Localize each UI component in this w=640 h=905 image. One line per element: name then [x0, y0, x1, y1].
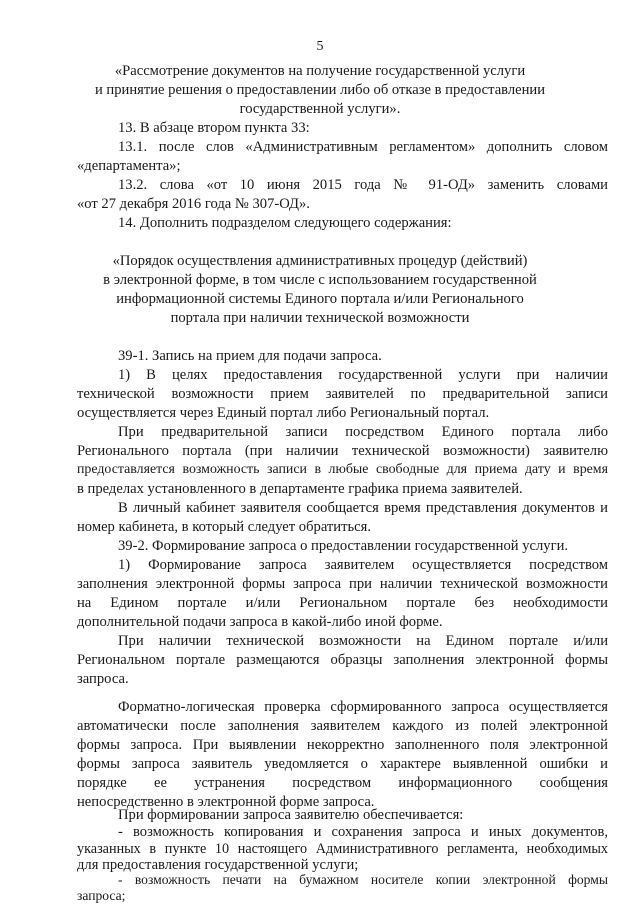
text-line: запроса.: [77, 671, 129, 687]
page-number: 5: [316, 39, 324, 54]
text-line-hidden-overflow: запроса;: [77, 888, 126, 903]
text-line: формы запроса. При выявлении некорректно заполненного поля электронной: [77, 737, 608, 753]
text-line: предоставляется возможность записи в любые свободные для приема дату и время: [77, 462, 608, 477]
text-line: Региональном портале размещаются образцы заполнения электронной формы: [77, 652, 608, 668]
text-line: номер кабинета, в который следует обратиться.: [77, 519, 371, 535]
text-line: Форматно-логическая проверка сформированного запроса осуществляется: [118, 699, 608, 715]
text-line: в пределах установленного в департаменте графика приема заявителей.: [77, 481, 523, 497]
text-line: порядке ее устранения посредством информационного сообщения: [77, 775, 608, 791]
text-line: технической возможности прием заявителей по предварительной записи: [77, 386, 608, 402]
text-line: информационной системы Единого портала и/или Регионального: [116, 291, 524, 307]
text-line: заполнения электронной формы запроса при наличии технической возможности: [77, 576, 608, 592]
text-line: на Едином портале и/или Региональном портале без необходимости: [77, 595, 608, 611]
text-line: При предварительной записи посредством Единого портала либо: [118, 424, 608, 440]
text-line: и принятие решения о предоставлении либо об отказе в предоставлении: [94, 82, 546, 98]
text-line: «от 27 декабря 2016 года № 307-ОД».: [77, 196, 310, 212]
text-line: Регионального портала (при наличии технической возможности) заявителю: [77, 443, 608, 459]
text-line: автоматически после заполнения заявителем каждого из полей электронной: [77, 718, 608, 734]
text-line: формы запроса заявитель уведомляется о характере выявленной ошибки и: [77, 756, 608, 772]
text-line: указанных в пункте 10 настоящего Административного регламента, необходимых: [77, 841, 608, 857]
text-line: 13.1. после слов «Административным регламентом» дополнить словом: [118, 139, 608, 155]
text-line: «Порядок осуществления административных процедур (действий): [112, 253, 528, 269]
text-line: 13. В абзаце втором пункта 33:: [118, 120, 310, 136]
text-line: 14. Дополнить подразделом следующего содержания:: [118, 215, 452, 231]
text-line: в электронной форме, в том числе с использованием государственной: [103, 272, 537, 288]
text-line: 1) Формирование запроса заявителем осуществляется посредством: [118, 557, 608, 573]
text-line: В личный кабинет заявителя сообщается время представления документов и: [118, 500, 608, 516]
text-line: государственной услуги».: [239, 101, 401, 117]
text-line: При наличии технической возможности на Едином портале и/или: [118, 633, 608, 649]
text-line: портала при наличии технической возможности: [170, 310, 470, 326]
text-line: непосредственно в электронной форме запроса.: [77, 794, 375, 810]
text-line: дополнительной подачи запроса в какой-либо иной форме.: [77, 614, 443, 630]
text-line: «департамента»;: [77, 158, 181, 174]
text-line: осуществляется через Единый портал либо Региональный портал.: [77, 405, 490, 421]
text-line: - возможность копирования и сохранения запроса и иных документов,: [118, 824, 608, 840]
text-line: 39-2. Формирование запроса о предоставлении государственной услуги.: [118, 538, 569, 554]
text-line: - возможность печати на бумажном носителе копии электронной формы: [118, 872, 608, 887]
text-line: 39-1. Запись на прием для подачи запроса.: [118, 348, 382, 364]
text-line: 1) В целях предоставления государственной услуги при наличии: [118, 367, 608, 383]
text-line: 13.2. слова «от 10 июня 2015 года № 91-ОД» заменить словами: [118, 177, 608, 193]
text-line: для предоставления государственной услуги;: [77, 857, 359, 873]
text-line: «Рассмотрение документов на получение государственной услуги: [114, 63, 526, 79]
text-line: При формировании запроса заявителю обеспечивается:: [118, 807, 464, 823]
